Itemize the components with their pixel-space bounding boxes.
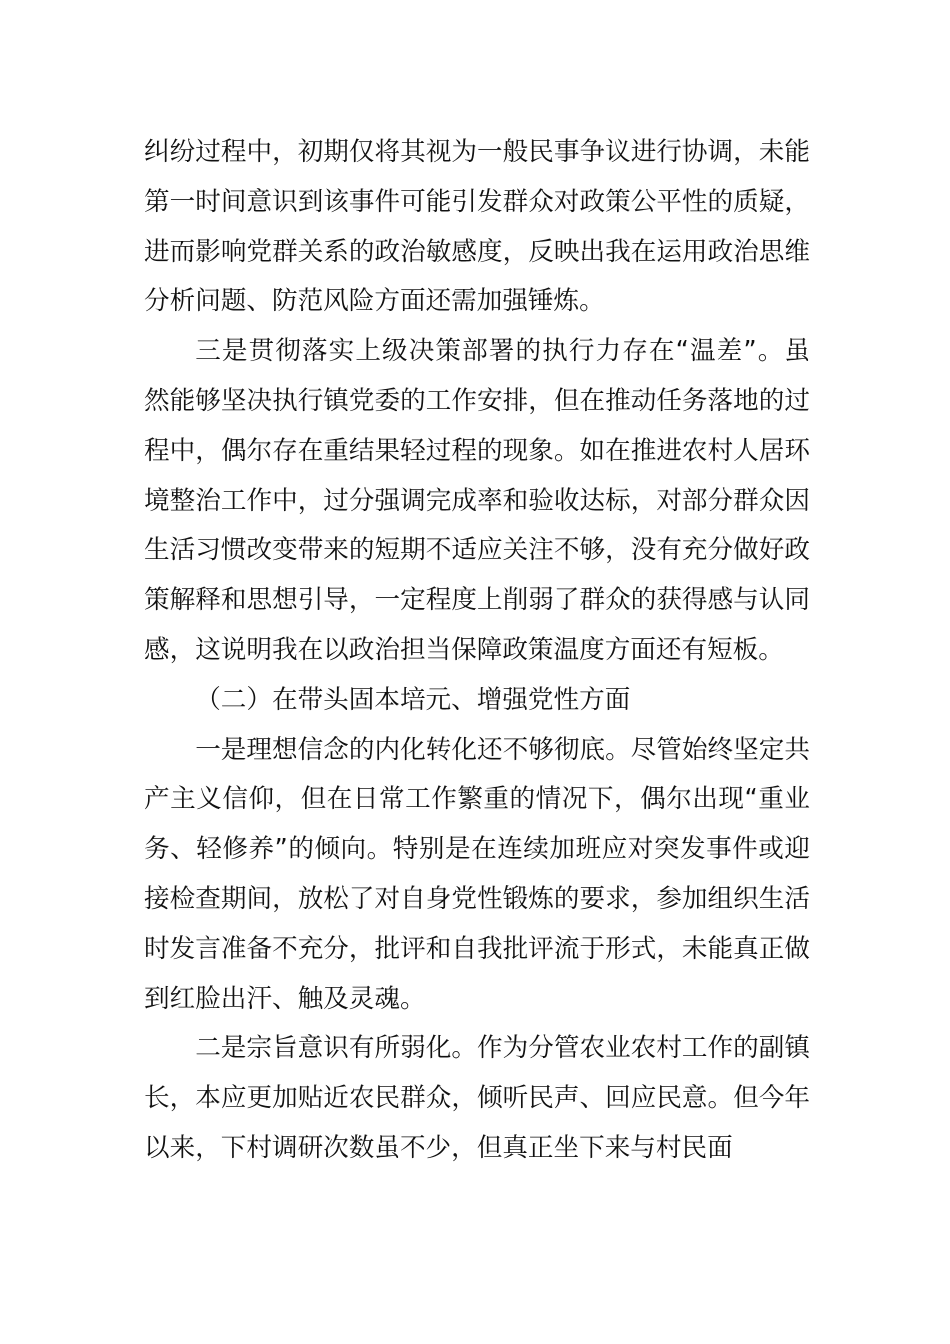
paragraph-purpose-awareness: 二是宗旨意识有所弱化。作为分管农业农村工作的副镇长，本应更加贴近农民群众，倾听民声、回应民意。但今年以来，下村调研次数虽不少，但真正坐下来与村民面 — [144, 1033, 810, 1163]
section-heading-party-spirit: （二）在带头固本培元、增强党性方面 — [195, 684, 631, 715]
paragraph-execution-temperature-gap: 三是贯彻落实上级决策部署的执行力存在“温差”。虽然能够坚决执行镇党委的工作安排，但在推动任务落地的过程中，偶尔存在重结果轻过程的现象。如在推进农村人居环境整治工作中，过分强调完成率和验收达标，对部分群众因生活习惯改变带来的短期不适应关注不够，没有充分做好政策解释和思想引导，一定程度上削弱了群众的获得感与认同感，这说明我在以政治担当保障政策温度方面还有短板。 — [144, 336, 810, 665]
document-page — [144, 128, 810, 1174]
paragraph-continued-political-sensitivity: 纠纷过程中，初期仅将其视为一般民事争议进行协调，未能第一时间意识到该事件可能引发群众对政策公平性的质疑，进而影响党群关系的政治敏感度，反映出我在运用政治思维分析问题、防范风险方面还需加强锤炼。 — [144, 137, 810, 317]
paragraph-ideals-beliefs: 一是理想信念的内化转化还不够彻底。尽管始终坚定共产主义信仰，但在日常工作繁重的情况下，偶尔出现“重业务、轻修养”的倾向。特别是在连续加班应对突发事件或迎接检查期间，放松了对自身党性锻炼的要求，参加组织生活时发言准备不充分，批评和自我批评流于形式，未能真正做到红脸出汗、触及灵魂。 — [144, 734, 810, 1014]
